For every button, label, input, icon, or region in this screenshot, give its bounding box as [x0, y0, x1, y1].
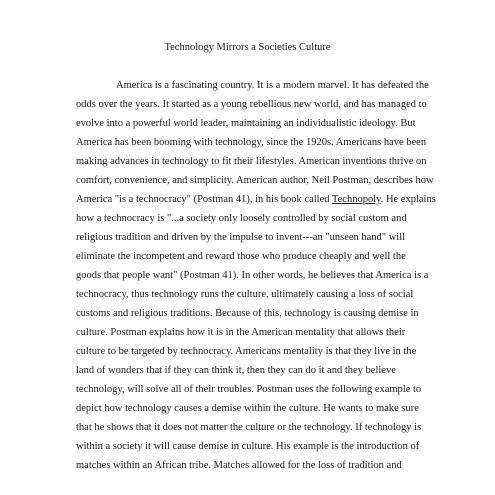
body-line: technology, will solve all of their troubles. Postman uses the following example to: [76, 384, 422, 395]
body-line: making advances in technology to fit their lifestyles. American inventions thrive on: [76, 156, 427, 167]
body-line: matches within an African tribe. Matches allowed for the loss of tradition and: [76, 460, 402, 471]
body-line: comfort, convenience, and simplicity. American author, Neil Postman, describes how: [76, 175, 434, 186]
body-line: eliminate the incompetent and reward those who produce cheaply and well the: [76, 251, 406, 262]
body-line: evolve into a powerful world leader, maintaining an individualistic ideology. But: [76, 118, 416, 129]
body-line: land of wonders that if they can think it, then they can do it and they believe: [76, 365, 396, 376]
body-line: customs and religious traditions. Because of this, technology is causing demise in: [76, 308, 419, 319]
body-line: that he shows that it does not matter the culture or the technology. If technology is: [76, 422, 422, 433]
document-title: Technology Mirrors a Societies Culture: [164, 42, 331, 53]
body-line: culture to be targeted by technocracy. Americans mentality is that they live in the: [76, 346, 417, 357]
book-title-underlined: Technopoly: [331, 194, 381, 205]
body-line: culture. Postman explains how it is in the American mentality that allows their: [76, 327, 406, 338]
body-line: within a society it will cause demise in culture. His example is the introduction of: [76, 441, 420, 452]
body-text-segment: . He explains: [380, 194, 436, 205]
body-line: technocracy, thus technology runs the culture, ultimately causing a loss of social: [76, 289, 414, 300]
body-line: America is a fascinating country. It is a modern marvel. It has defeated the: [116, 80, 429, 91]
body-text-segment: America "is a technocracy" (Postman 41), in his book called: [76, 194, 332, 205]
body-line: America has been booming with technology, since the 1920s. Americans have been: [76, 137, 427, 148]
body-line: how a technocracy is "...a society only loosely controlled by social custom and: [76, 213, 407, 224]
body-line: odds over the years. It started as a young rebellious new world, and has managed to: [76, 99, 427, 110]
body-line: religious tradition and driven by the impulse to invent---an "unseen hand" will: [76, 232, 406, 243]
body-line-book-citation: [76, 193, 436, 207]
body-line: goods that people want" (Postman 41). In other words, he believes that America is a: [76, 270, 429, 281]
body-line: depict how technology causes a demise within the culture. He wants to make sure: [76, 403, 419, 414]
